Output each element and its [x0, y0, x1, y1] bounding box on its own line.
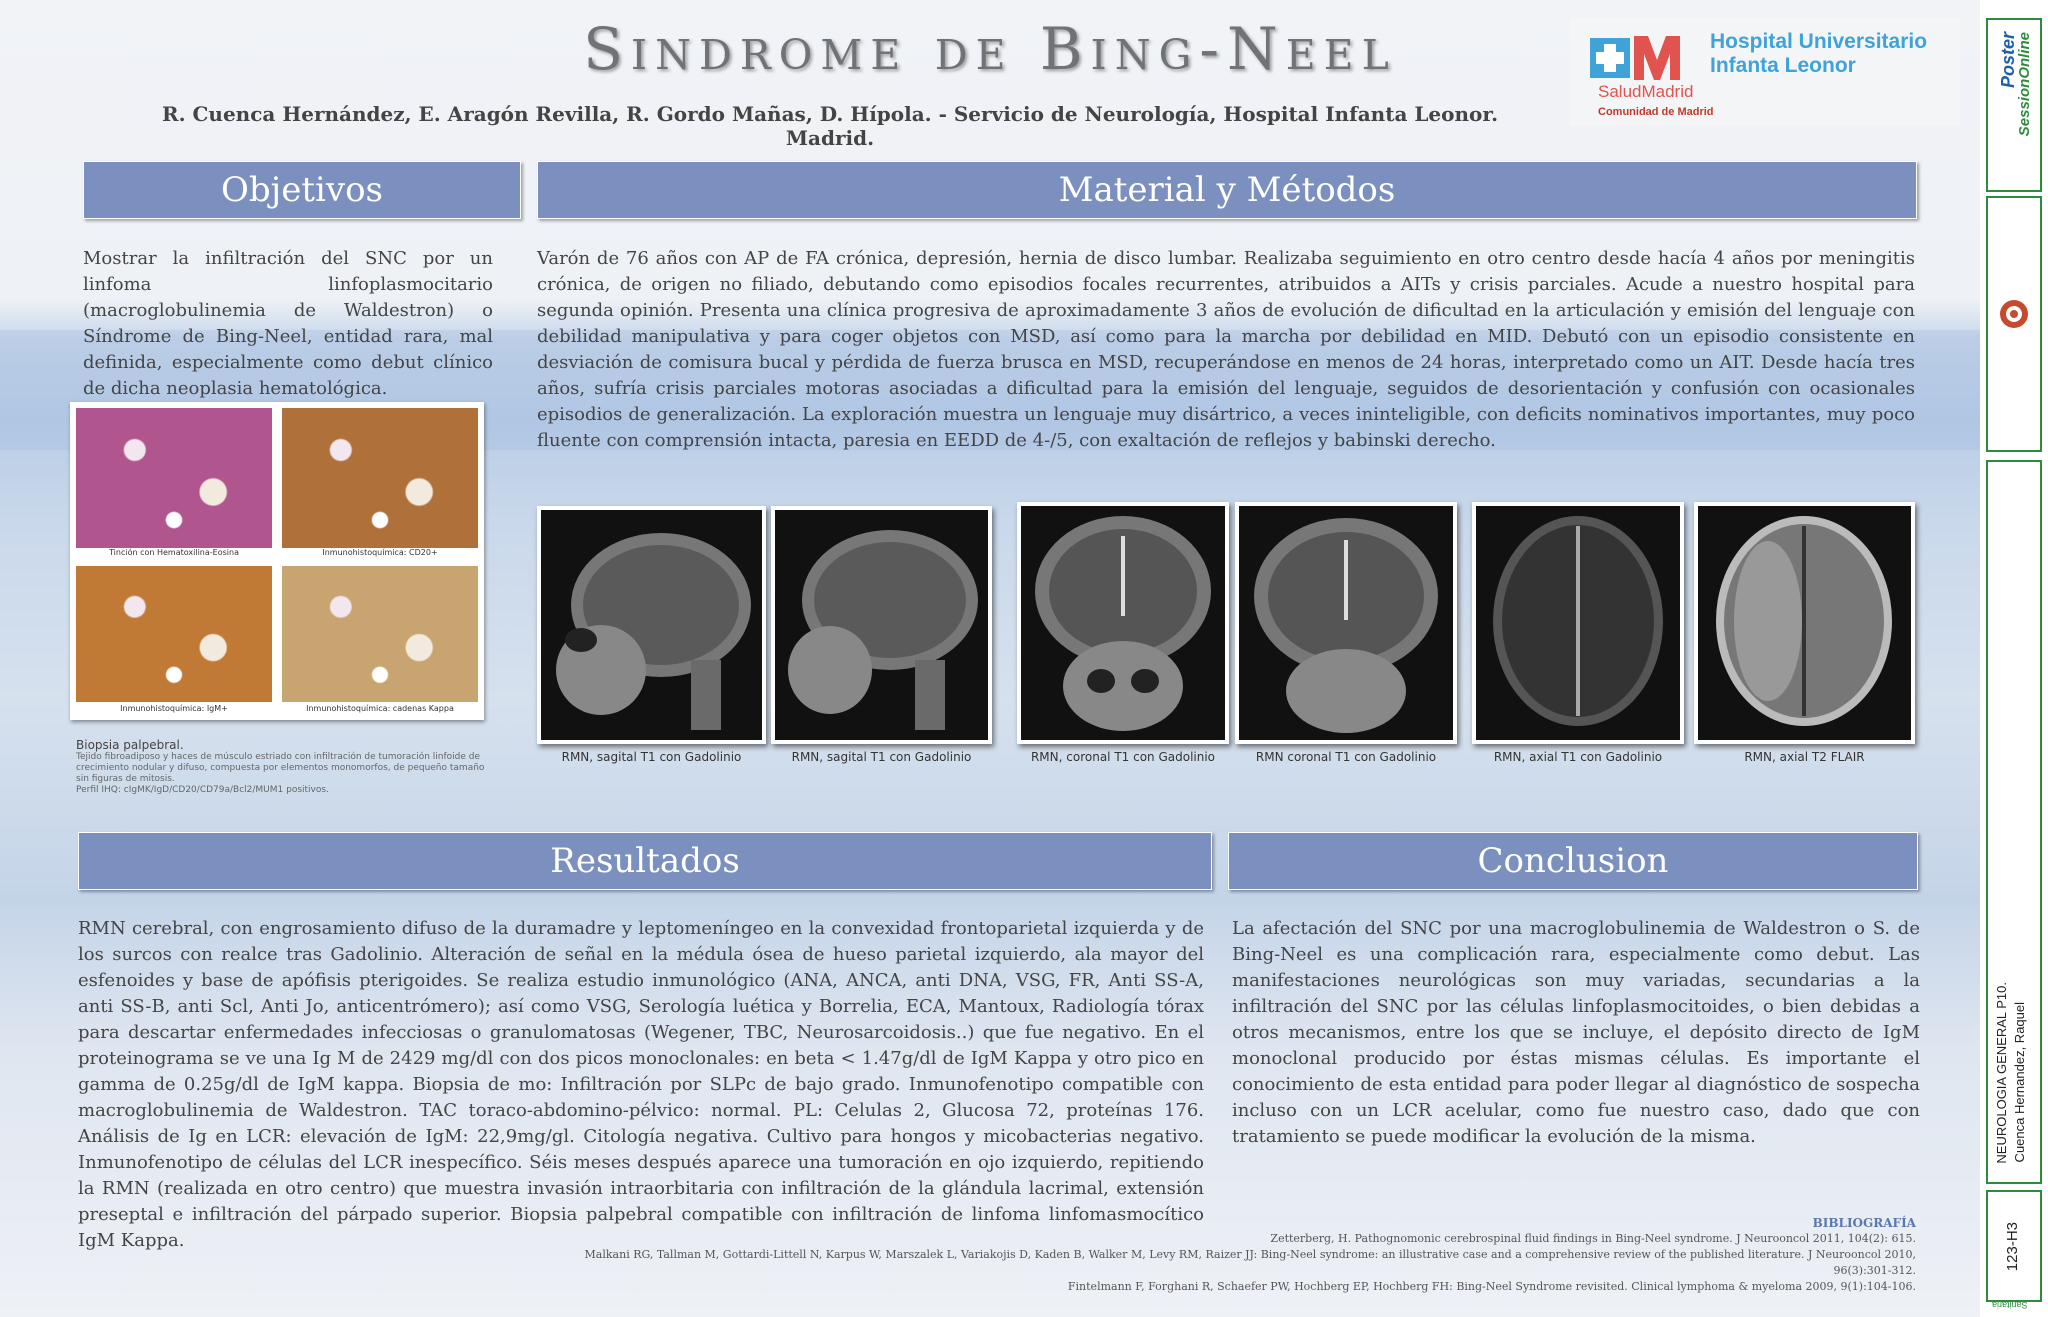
material-text: Varón de 76 años con AP de FA crónica, depresión, hernia de disco lumbar. Realizaba seguimiento en otro centro desde hacía 4 años por meningitis crónica, de origen no filiado, debutando como episodios focales recurrentes, atribuidos a AITs y crisis parciales. Acude a nuestro hospital para segunda opinión. Presenta una clínica progresiva de aproximadamente 3 años de evolución de dificultad en la articulación y emisión del lenguaje con debilidad manipulativa y para coger objetos con MSD, así como para la marcha por debilidad en MID. Debutó con un episodio consistente en desviación de comisura bucal y pérdida de fuerza brusca en MSD, recuperándose en menos de 24 horas, interpretado como un AIT. Desde hacía tres años, sufría crisis parciales motoras asociadas a dificultad para la emisión del lenguaje, seguidos de desorientación y confusión con ocasionales episodios de generalización. La exploración muestra un lenguaje muy disártrico, a veces ininteligible, con deficits nominativos importantes, muy poco fluente con comprensión intacta, paresia en EEDD de 4-/5, con exaltación de reflejos y babinski derecho.	[537, 248, 1915, 451]
hospital-name	[1710, 30, 1927, 78]
mri-caption: RMN, axial T2 FLAIR	[1744, 750, 1865, 764]
mri-coronal-icon	[1239, 506, 1453, 740]
mri-sagittal-icon	[775, 510, 988, 740]
material-header: Material y Métodos	[537, 161, 1917, 219]
mri-image	[1235, 502, 1457, 744]
histology-caption: Inmunohistoquímica: cadenas Kappa	[306, 704, 454, 713]
histology-caption: Tinción con Hematoxilina-Eosina	[109, 548, 239, 557]
resultados-text: RMN cerebral, con engrosamiento difuso de la duramadre y leptomeníngeo en la convexidad frontoparietal izquierda y de los surcos con realce tras Gadolinio. Alteración de señal en la médula ósea de hueso parietal izquierdo, ala mayor del esfenoides y base de apófisis pterigoides. Se realiza estudio inmunológico (ANA, ANCA, anti DNA, VSG, FR, Anti SS-A, anti SS-B, anti Scl, Anti Jo, anticentrómero); así como VSG, Serología luética y Borrelia, ECA, Mantoux, Radiología tórax para descartar enfermedades infecciosas o granulomatosas (Wegener, TBC, Neurosarcoidosis..) que fue negativo. En el proteinograma se ve una Ig M de 2429 mg/dl con dos picos monoclonales: en beta < 1.47g/dl de IgM Kappa y otro pico en gamma de 0.25g/dl de IgM kappa. Biopsia de mo: Infiltración por SLPc de bajo grado. Inmunofenotipo compatible con macroglobulinemia de Waldestron. TAC toraco-abdomino-pélvico: normal. PL: Celulas 2, Glucosa 72, proteínas 176. Análisis de Ig en LCR: elevación de IgM: 22,9mg/gl. Citología negativa. Cultivo para hongos y micobacterias negativo. Inmunofenotipo de células del LCR inespecífico. Séis meses después aparece una tumoración en ojo izquierdo, repitiendo la RMN (realizada en otro centro) que muestra invasión intraorbitaria con infiltración de la glándula lacrimal, extensión preseptal e infiltración del párpado superior. Biopsia palpebral compatible con infiltración de linfoma linfomasmocítico IgM Kappa.	[78, 918, 1204, 1251]
mri-coronal-icon	[1021, 506, 1225, 740]
conclusion-header: Conclusion	[1228, 832, 1918, 890]
bibliography-ref: Fintelmann F, Forghani R, Schaefer PW, Hochberg EP, Hochberg FH: Bing-Neel Syndrome revisited. Clinical lymphoma & myeloma 2009, 9(1):104-106.	[1067, 1280, 1916, 1293]
mri-axial-flair-icon	[1698, 506, 1911, 740]
hospital-name-line2: Infanta Leonor	[1710, 54, 1856, 77]
biopsy-title: Biopsia palpebral.	[76, 738, 184, 752]
bibliography-ref: Zetterberg, H. Pathognomonic cerebrospinal fluid findings in Bing-Neel syndrome. J Neurooncol 2011, 104(2): 615.	[1270, 1232, 1916, 1245]
histology-caption: Inmunohistoquímica: CD20+	[322, 548, 438, 557]
bibliography-heading: BIBLIOGRAFÍA	[1812, 1216, 1916, 1230]
code-box	[1986, 1190, 2042, 1302]
mri-image	[1694, 502, 1915, 744]
histology-photo-kappa	[282, 566, 478, 702]
author-text: Cuenca Hernandez, Raquel	[2012, 1002, 2027, 1163]
brand-poster: Poster	[1998, 32, 2018, 89]
biopsy-text: Tejido fibroadiposo y haces de músculo estriado con infiltración de tumoración linfoide de crecimiento nodular y difuso, compuesta por elementos monomorfos, de pequeño tamaño sin figuras de mitosis.	[76, 752, 485, 784]
objetivos-header: Objetivos	[83, 161, 521, 219]
conclusion-text: La afectación del SNC por una macroglobulinemia de Waldestron o S. de Bing-Neel es una complicación rara, especialmente como debut. Las manifestaciones neurológicas son muy variadas, secundarias a la infiltración del SNC por las células linfoplasmocitoides, o bien debidas a otros mecanismos, entre los que se incluye, el depósito directo de IgM monoclonal producido por éstas mismas células. Es importante el conocimiento de esta entidad para poder llegar al diagnóstico de sospecha incluso con un LCR acelular, como fue nuestro caso, dado que con tratamiento se puede modificar la evolución de la misma.	[1232, 918, 1920, 1147]
salud-madrid-text: SaludMadrid	[1598, 82, 1694, 101]
mri-caption: RMN, sagital T1 con Gadolinio	[791, 750, 972, 764]
poster-sidebar	[1980, 0, 2048, 1317]
mri-image	[1017, 502, 1229, 744]
histology-photo-he	[76, 408, 272, 548]
society-logo-box	[1986, 196, 2042, 452]
mri-caption: RMN, sagital T1 con Gadolinio	[561, 750, 742, 764]
poster-code: 123-H3	[2004, 1222, 2021, 1272]
mri-sagittal-icon	[541, 510, 762, 740]
histology-photo-cd20	[282, 408, 478, 548]
mri-caption: RMN, axial T1 con Gadolinio	[1493, 750, 1663, 764]
histology-panel	[70, 402, 484, 720]
histology-photo-igm	[76, 566, 272, 702]
poster-title: Sindrome de Bing-Neel	[583, 15, 1397, 83]
brand-box[interactable]	[1986, 18, 2042, 192]
objetivos-text: Mostrar la infiltración del SNC por un linfoma linfoplasmocitario (macroglobulinemia de Waldestron) o Síndrome de Bing-Neel, entidad rara, mal definida, especialmente como debut clínico de dicha neoplasia hematológica.	[83, 248, 493, 399]
info-box	[1986, 460, 2042, 1184]
mri-axial-icon	[1476, 506, 1680, 740]
mri-image	[1472, 502, 1684, 744]
hospital-name-line1: Hospital Universitario	[1710, 30, 1928, 53]
society-logo-icon	[1998, 294, 2030, 334]
brand-session: SessionOnline	[2016, 32, 2033, 137]
bibliography	[560, 1215, 1916, 1295]
bibliography-ref: Malkani RG, Tallman M, Gottardi-Littell N, Karpus W, Marszalek L, Variakojis D, Kaden B, Walker M, Levy RM, Raizer JJ: Bing-Neel syndrome: an illustrative case and a comprehensive review of the published literature. J Neurooncol 2010, 96(3):301-312.	[584, 1248, 1916, 1277]
histology-caption: Inmunohistoquímica: IgM+	[120, 704, 228, 713]
category-text: NEUROLOGIA GENERAL P10.	[1994, 982, 2009, 1164]
mri-image	[537, 506, 766, 744]
mri-gallery	[537, 502, 1915, 772]
comunidad-madrid-text: Comunidad de Madrid	[1598, 106, 1714, 118]
mri-caption: RMN, coronal T1 con Gadolinio	[1030, 750, 1216, 764]
mri-image	[771, 506, 992, 744]
resultados-header: Resultados	[78, 832, 1212, 890]
authors-line: R. Cuenca Hernández, E. Aragón Revilla, R. Gordo Mañas, D. Hípola. - Servicio de Neurología, Hospital Infanta Leonor. Madrid.	[161, 102, 1499, 150]
hospital-logo	[1570, 18, 1960, 126]
sidebar-footer: Sanitaria	[1992, 1300, 2028, 1310]
hospital-logo-icon	[1590, 28, 1680, 86]
mri-caption: RMN coronal T1 con Gadolinio	[1255, 750, 1437, 764]
biopsy-note	[76, 738, 486, 796]
biopsy-ihq: Perfil IHQ: cIgMK/IgD/CD20/CD79a/Bcl2/MUM1 positivos.	[76, 785, 329, 795]
